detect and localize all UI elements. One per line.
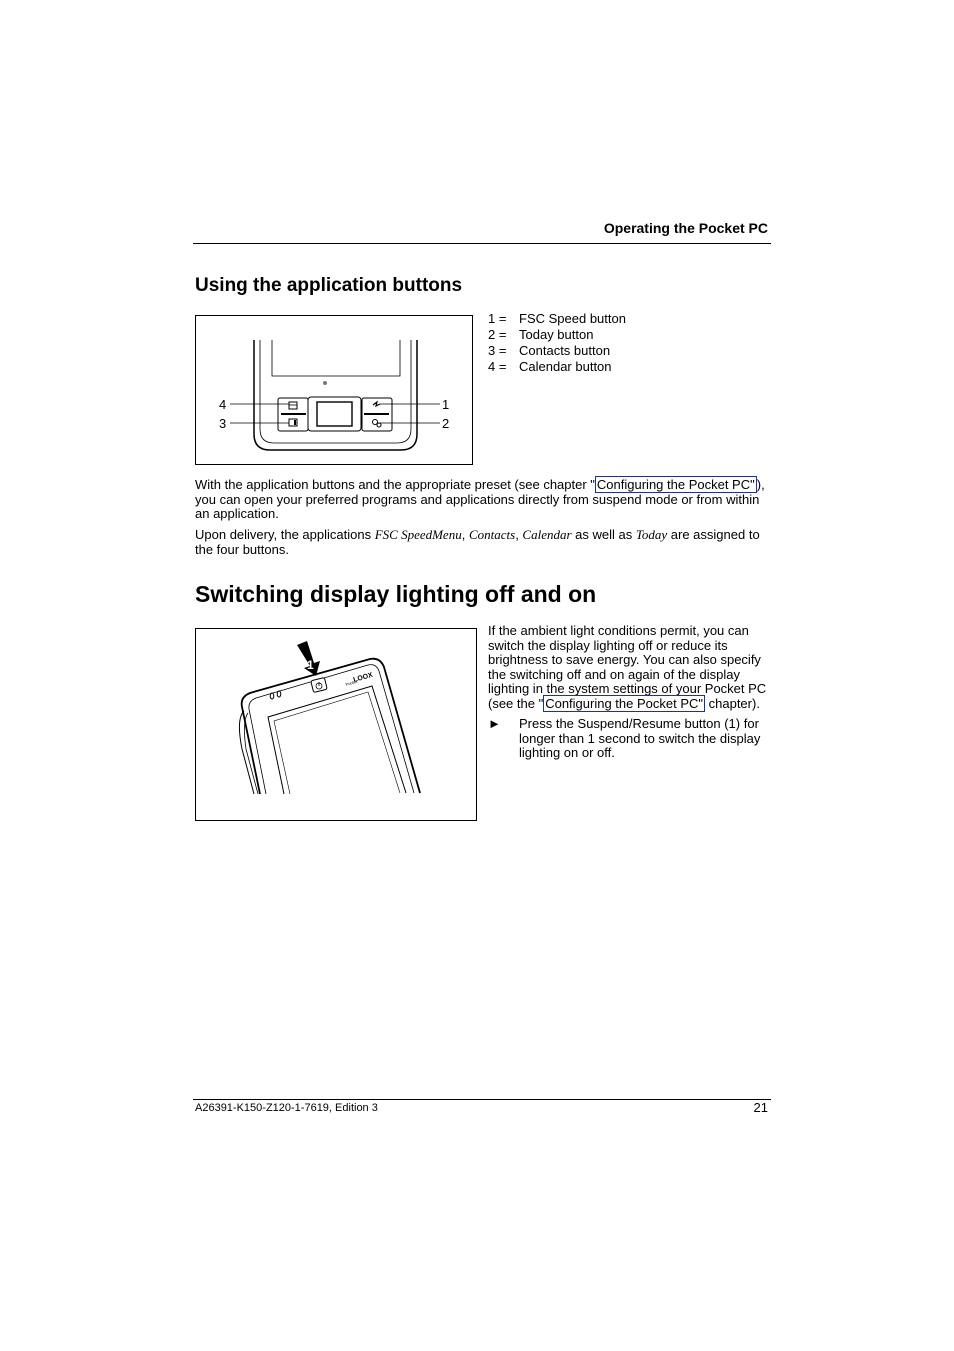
calendar-icon bbox=[289, 402, 297, 409]
callout-label-3: 3 bbox=[219, 416, 227, 431]
section-heading-application-buttons: Using the application buttons bbox=[195, 275, 463, 296]
pocket-pc-buttons-illustration bbox=[196, 316, 472, 464]
page-number: 21 bbox=[753, 1100, 768, 1115]
pocket-pc-suspend-illustration bbox=[196, 629, 476, 820]
step-suspend-resume bbox=[488, 717, 768, 761]
screen-edge bbox=[272, 340, 400, 376]
legend-item: 1 = FSC Speed button bbox=[488, 311, 626, 326]
screen-outline bbox=[268, 686, 406, 794]
device-outline bbox=[242, 659, 420, 794]
navigation-center bbox=[317, 402, 352, 426]
header-rule bbox=[193, 243, 771, 244]
step-text: Press the Suspend/Resume button (1) for longer than 1 second to switch the display lighting on or off. bbox=[519, 716, 761, 760]
link-configuring-pocket-pc[interactable]: Configuring the Pocket PC" bbox=[545, 695, 704, 711]
brand-small-label: Pocket bbox=[344, 678, 359, 687]
paragraph-default-assignments: Upon delivery, the applications FSC SpeedMenu, Contacts, Calendar as well as Today are assigned to the four buttons. bbox=[195, 527, 760, 557]
footer-rule bbox=[193, 1099, 771, 1100]
display-lighting-figure bbox=[195, 628, 477, 821]
led-indicator bbox=[323, 381, 327, 385]
paragraph-application-buttons: With the application buttons and the appropriate preset (see chapter " Configuring the Pocket PC" ), you can open your preferred programs and applications directly from suspend mode or from within an application. bbox=[195, 477, 765, 521]
bullet-arrow-icon: ► bbox=[488, 716, 501, 731]
speaker-icon bbox=[270, 693, 274, 699]
document-id: A26391-K150-Z120-1-7619, Edition 3 bbox=[195, 1102, 378, 1114]
callout-label-1: 1 bbox=[307, 658, 314, 672]
callout-label-1: 1 bbox=[442, 397, 450, 412]
legend-item: 3 = Contacts button bbox=[488, 343, 611, 358]
callout-label-4: 4 bbox=[219, 397, 227, 412]
button-legend bbox=[488, 311, 626, 375]
link-configuring-pocket-pc[interactable]: Configuring the Pocket PC" bbox=[596, 477, 755, 492]
device-outline bbox=[254, 340, 417, 450]
legend-item: 2 = Today button bbox=[488, 327, 594, 342]
running-header: Operating the Pocket PC bbox=[603, 220, 768, 236]
brand-label: LOOX bbox=[352, 671, 374, 684]
callout-label-2: 2 bbox=[442, 416, 450, 431]
legend-item: 4 = Calendar button bbox=[488, 359, 612, 374]
application-buttons-figure bbox=[195, 315, 473, 465]
section-heading-display-lighting: Switching display lighting off and on bbox=[195, 581, 597, 607]
paragraph-display-lighting: If the ambient light conditions permit, you can switch the display lighting off or reduce its brightness to save energy. You can also specify the switching off and on again of the display lighting in the system settings of your Pocket PC (see the " Configuring the Pocket PC" chapter). bbox=[488, 623, 767, 711]
